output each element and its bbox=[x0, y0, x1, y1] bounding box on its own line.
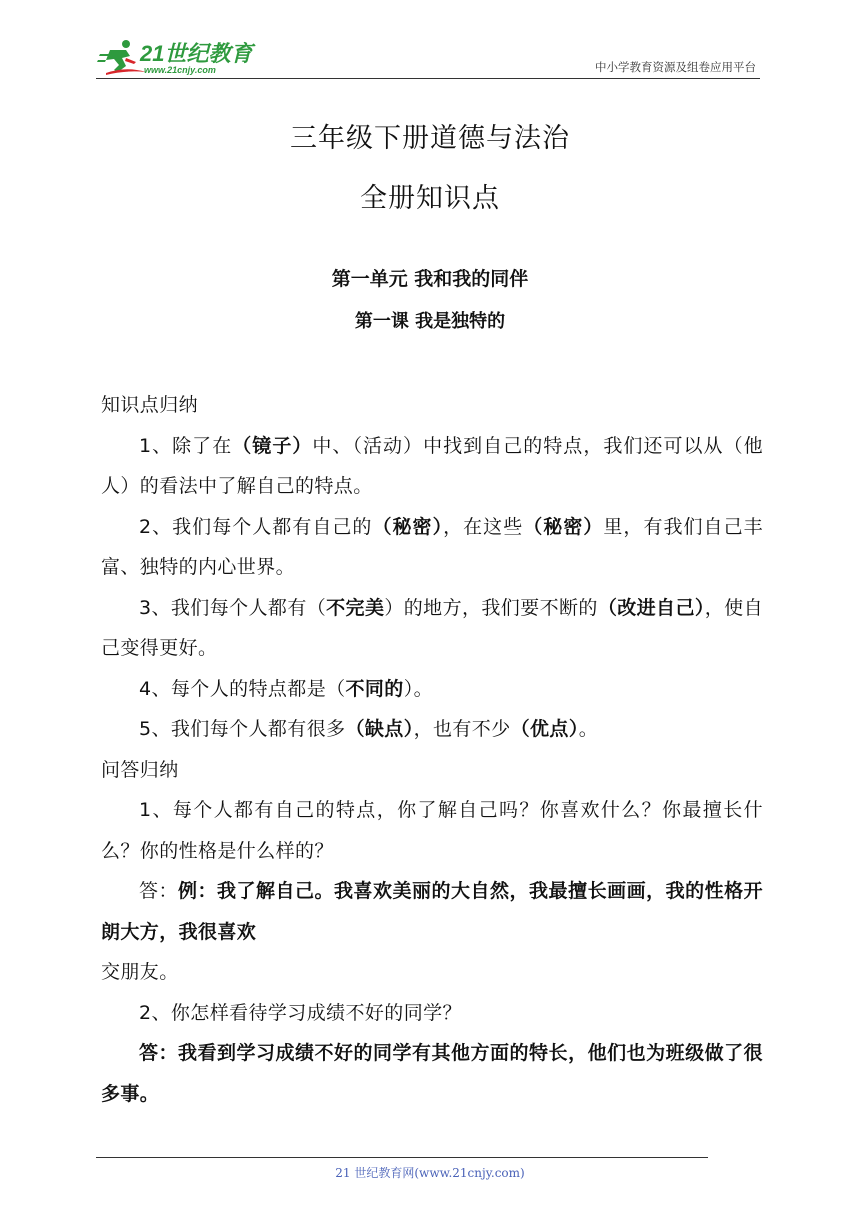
qa-heading: 问答归纳 bbox=[101, 758, 179, 781]
footer-divider bbox=[96, 1157, 708, 1158]
knowledge-item: 3、我们每个人都有（不完美）的地方，我们要不断的（改进自己），使自己变得更好。 bbox=[101, 596, 763, 659]
platform-tagline: 中小学教育资源及组卷应用平台 bbox=[595, 60, 756, 74]
knowledge-item: 4、每个人的特点都是（不同的）。 bbox=[139, 677, 434, 700]
document-body bbox=[101, 385, 763, 1114]
page-title: 三年级下册道德与法治 bbox=[290, 123, 570, 154]
unit-title: 第一单元 我和我的同伴 bbox=[331, 268, 529, 290]
svg-text:21世纪教育: 21世纪教育 bbox=[140, 41, 253, 66]
answer-continuation: 交朋友。 bbox=[101, 961, 179, 983]
knowledge-item: 1、除了在（镜子）中、（活动）中找到自己的特点，我们还可以从（他人）的看法中了解自己的特点。 bbox=[101, 434, 763, 497]
page-subtitle: 全册知识点 bbox=[360, 183, 500, 214]
answer: 答：我看到学习成绩不好的同学有其他方面的特长，他们也为班级做了很多事。 bbox=[101, 1042, 763, 1105]
question: 2、你怎样看待学习成绩不好的同学？ bbox=[139, 1001, 462, 1024]
knowledge-item: 5、我们每个人都有很多（缺点），也有不少（优点）。 bbox=[139, 718, 599, 740]
answer: 答：例：我了解自己。我喜欢美丽的大自然，我最擅长画画，我的性格开朗大方，我很喜欢 bbox=[101, 880, 763, 943]
question: 1、每个人都有自己的特点，你了解自己吗？你喜欢什么？你最擅长什么？你的性格是什么样的？ bbox=[101, 799, 763, 862]
site-logo[interactable] bbox=[96, 36, 266, 76]
footer-link[interactable]: 21 世纪教育网(www.21cnjy.com) bbox=[335, 1166, 525, 1180]
svg-text:www.21cnjy.com: www.21cnjy.com bbox=[144, 65, 216, 75]
page-header bbox=[96, 30, 760, 79]
runner-logo-icon bbox=[96, 36, 266, 76]
knowledge-item: 2、我们每个人都有自己的（秘密），在这些（秘密）里，有我们自己丰富、独特的内心世界。 bbox=[101, 515, 764, 578]
knowledge-heading: 知识点归纳 bbox=[101, 394, 199, 416]
lesson-title: 第一课 我是独特的 bbox=[354, 311, 506, 332]
